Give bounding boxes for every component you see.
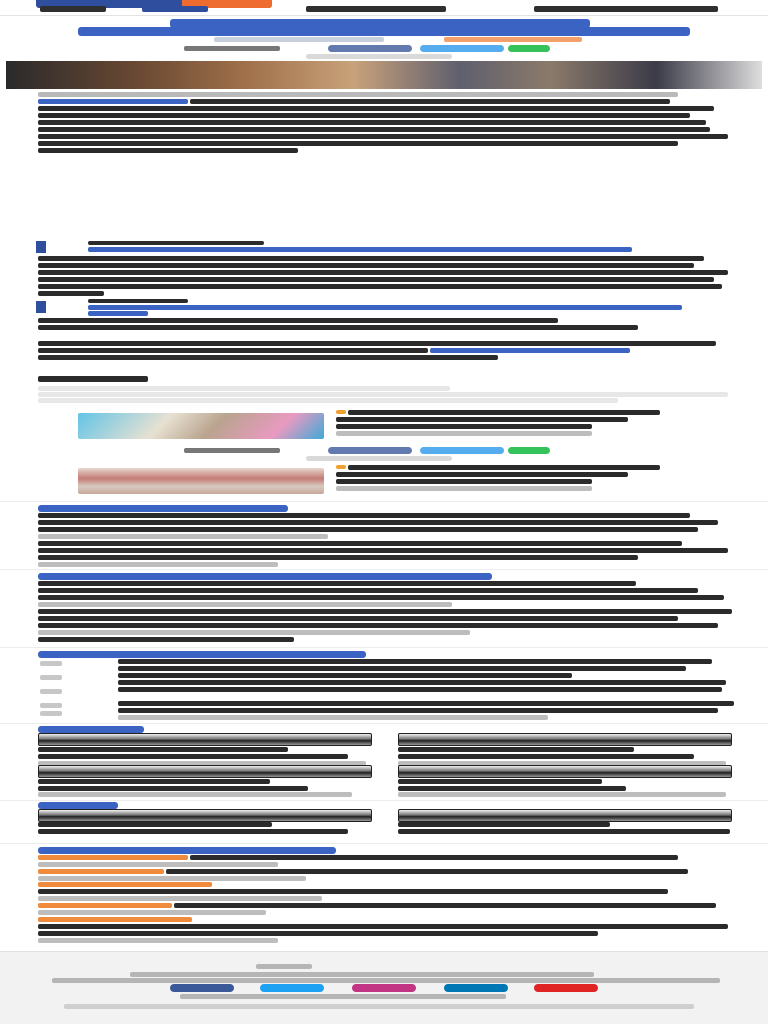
nav-item-2[interactable] (142, 6, 208, 12)
instagram-icon[interactable] (352, 984, 416, 992)
twitter-icon[interactable] (260, 984, 324, 992)
video-thumbnail[interactable] (38, 765, 372, 778)
section-heading-3 (38, 651, 366, 658)
footer-copyright (64, 1004, 694, 1009)
tag-chip[interactable] (38, 386, 450, 391)
footer-app-links[interactable] (180, 994, 506, 999)
article-source[interactable] (444, 37, 582, 42)
section-divider (0, 800, 768, 801)
video-thumbnail[interactable] (398, 733, 732, 746)
article-author (214, 37, 384, 42)
video-heading (38, 726, 144, 733)
related-marker-icon (36, 301, 46, 313)
whatsapp-icon[interactable] (508, 447, 550, 454)
video-thumbnail[interactable] (38, 733, 372, 746)
twitter-icon[interactable] (420, 447, 504, 454)
tag-chip[interactable] (38, 392, 728, 397)
recommend-thumbnail[interactable] (78, 468, 324, 494)
footer-link[interactable] (130, 972, 594, 977)
network-heading (38, 847, 336, 854)
photo-thumbnail[interactable] (398, 809, 732, 822)
recommend-thumbnail[interactable] (78, 413, 324, 439)
nav-item-3[interactable] (306, 6, 446, 12)
section-divider (0, 723, 768, 724)
page-footer (0, 951, 768, 1024)
nav-item-1[interactable] (40, 6, 106, 12)
comment-button[interactable] (306, 54, 452, 59)
nav-item-4[interactable] (534, 6, 718, 12)
video-thumbnail[interactable] (398, 765, 732, 778)
share-label (184, 448, 280, 453)
whatsapp-icon[interactable] (508, 45, 550, 52)
section-divider (0, 501, 768, 502)
photo-thumbnail[interactable] (38, 809, 372, 822)
tags-heading (38, 376, 148, 382)
section-heading-1 (38, 505, 288, 512)
related-marker-icon (36, 241, 46, 253)
hero-image (6, 61, 762, 89)
section-divider (0, 843, 768, 844)
share-label (184, 46, 280, 51)
section-divider (0, 569, 768, 570)
hero-caption (38, 92, 678, 97)
footer-link[interactable] (52, 978, 720, 983)
facebook-icon[interactable] (328, 447, 412, 454)
section-heading-2 (38, 573, 492, 580)
top-navbar (0, 0, 768, 16)
section-divider (0, 647, 768, 648)
footer-part-of (256, 964, 312, 969)
foto-heading (38, 802, 118, 809)
twitter-icon[interactable] (420, 45, 504, 52)
tag-chip[interactable] (38, 398, 618, 403)
comment-button[interactable] (306, 456, 452, 461)
youtube-icon[interactable] (534, 984, 598, 992)
linkedin-icon[interactable] (444, 984, 508, 992)
facebook-icon[interactable] (328, 45, 412, 52)
facebook-icon[interactable] (170, 984, 234, 992)
